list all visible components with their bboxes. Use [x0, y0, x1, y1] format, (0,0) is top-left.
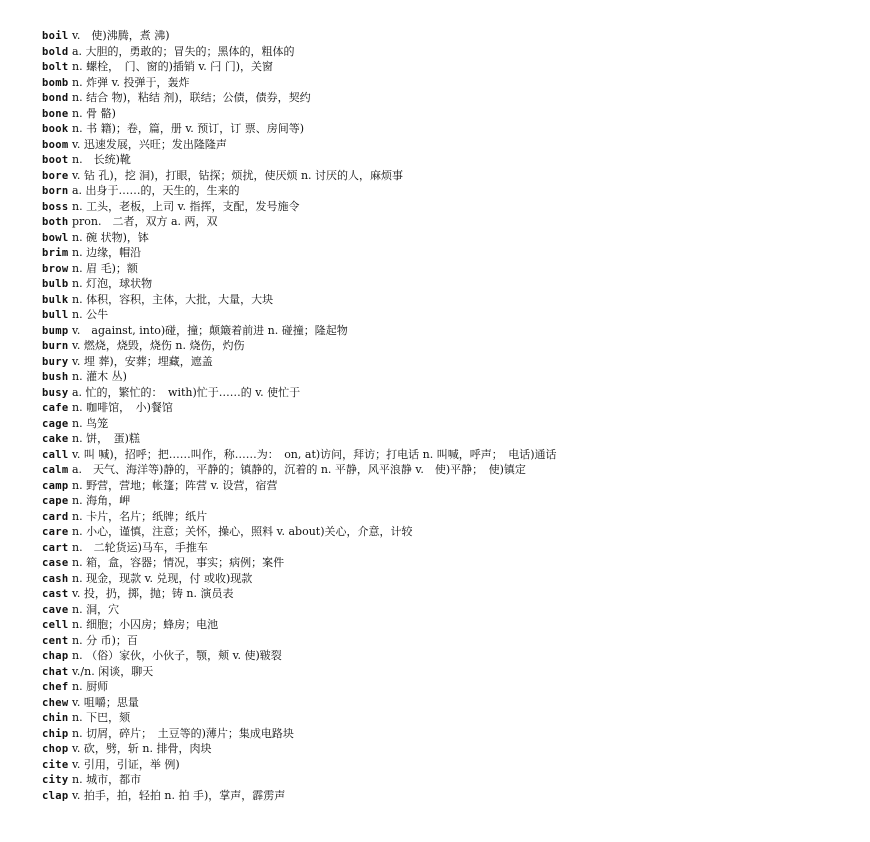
- vocabulary-entry: [42, 726, 852, 742]
- vocabulary-entry: [42, 478, 852, 494]
- vocabulary-entry: [42, 664, 852, 680]
- entry-definition: n. 咖啡馆， 小)餐馆: [72, 401, 173, 414]
- entry-definition: n. 书 籍)；卷，篇，册 v. 预订，订 票、房间等): [72, 122, 305, 135]
- vocabulary-entry: [42, 431, 852, 447]
- entry-word: clap: [42, 789, 69, 802]
- vocabulary-entry: [42, 276, 852, 292]
- vocabulary-entry: [42, 509, 852, 525]
- vocabulary-list: [42, 28, 852, 803]
- entry-definition: v. 砍，劈，斩 n. 排骨，肉块: [72, 742, 212, 755]
- entry-word: boom: [42, 138, 69, 151]
- entry-definition: v. 叫 喊)，招呼；把……叫作，称……为： on, at)访问，拜访；打电话 n. 叫喊，呼声； 电话)通话: [72, 447, 557, 461]
- entry-definition: n. 小心，谨慎，注意；关怀，操心，照料 v. about)关心，介意，计较: [72, 525, 413, 538]
- entry-definition: a. 出身于……的，天生的，生来的: [72, 184, 240, 197]
- entry-definition: n. 饼， 蛋)糕: [72, 432, 140, 445]
- entry-word: chat: [42, 665, 69, 678]
- vocabulary-entry: [42, 90, 852, 106]
- vocabulary-entry: [42, 710, 852, 726]
- entry-definition: n. 结合 物)，粘结 剂)，联结；公债，债券，契约: [72, 91, 311, 104]
- entry-definition: n. 碗 状物)，钵: [72, 230, 149, 244]
- entry-word: bulk: [42, 293, 69, 306]
- entry-definition: n. 切屑，碎片； 土豆等的)薄片；集成电路块: [72, 726, 294, 740]
- entry-definition: v./n. 闲谈，聊天: [72, 664, 154, 678]
- entry-word: card: [42, 510, 69, 523]
- entry-word: care: [42, 526, 69, 538]
- vocabulary-entry: [42, 59, 852, 75]
- entry-definition: n. 现金，现款 v. 兑现，付 或收)现款: [72, 571, 253, 585]
- entry-word: busy: [42, 386, 69, 399]
- vocabulary-entry: [42, 617, 852, 633]
- entry-word: cave: [42, 603, 69, 616]
- vocabulary-entry: [42, 369, 852, 385]
- entry-definition: v. 拍手，拍，轻拍 n. 拍 手)，掌声，霹雳声: [72, 788, 286, 802]
- entry-definition: n. 洞，穴: [72, 602, 120, 616]
- entry-word: chip: [42, 727, 69, 740]
- entry-word: bold: [42, 45, 69, 58]
- vocabulary-entry: [42, 106, 852, 122]
- entry-word: both: [42, 216, 69, 228]
- entry-word: cast: [42, 588, 69, 600]
- entry-word: camp: [42, 479, 69, 492]
- entry-definition: n. 箱，盒，容器；情况，事实；病例；案件: [72, 556, 285, 569]
- entry-word: cite: [42, 758, 69, 771]
- entry-word: chew: [42, 696, 69, 709]
- entry-word: bomb: [42, 76, 69, 89]
- entry-definition: n. 细胞；小囚房；蜂房；电池: [72, 618, 219, 631]
- entry-definition: n. 体积，容积，主体，大批，大量，大块: [72, 292, 274, 306]
- entry-definition: n. 眉 毛)；额: [72, 261, 138, 275]
- entry-word: city: [42, 774, 69, 786]
- entry-word: bump: [42, 324, 69, 337]
- vocabulary-entry: [42, 75, 852, 91]
- vocabulary-entry: [42, 28, 852, 44]
- vocabulary-entry: [42, 524, 852, 540]
- entry-word: bond: [42, 92, 69, 104]
- entry-word: brim: [42, 247, 69, 259]
- vocabulary-entry: [42, 261, 852, 277]
- vocabulary-entry: [42, 493, 852, 509]
- entry-word: cell: [42, 619, 69, 631]
- entry-definition: n. 鸟笼: [72, 416, 109, 430]
- vocabulary-entry: [42, 540, 852, 556]
- entry-word: chap: [42, 650, 69, 662]
- vocabulary-entry: [42, 354, 852, 370]
- entry-word: chop: [42, 743, 69, 755]
- entry-word: cake: [42, 433, 69, 445]
- entry-word: bull: [42, 309, 69, 321]
- vocabulary-entry: [42, 571, 852, 587]
- vocabulary-entry: [42, 462, 852, 478]
- entry-definition: n. 边缘，帽沿: [72, 246, 142, 259]
- entry-word: bore: [42, 169, 69, 182]
- entry-definition: n. （俗）家伙，小伙子，颚，颊 v. 使)皲裂: [72, 649, 282, 662]
- entry-word: bone: [42, 107, 69, 120]
- entry-definition: n. 工头，老板，上司 v. 指挥，支配，发号施令: [72, 199, 300, 213]
- entry-definition: n. 公牛: [72, 308, 109, 321]
- vocabulary-entry: [42, 307, 852, 323]
- entry-word: call: [42, 448, 69, 461]
- vocabulary-entry: [42, 137, 852, 153]
- entry-word: bush: [42, 371, 69, 383]
- entry-definition: n. 炸弹 v. 投弹于，轰炸: [72, 75, 190, 89]
- vocabulary-entry: [42, 183, 852, 199]
- entry-word: cash: [42, 572, 69, 585]
- entry-word: case: [42, 557, 69, 569]
- vocabulary-entry: [42, 292, 852, 308]
- entry-word: chin: [42, 712, 69, 724]
- entry-word: bowl: [42, 231, 69, 244]
- entry-definition: n. 海角，岬: [72, 494, 131, 507]
- vocabulary-entry: [42, 230, 852, 246]
- vocabulary-entry: [42, 245, 852, 261]
- entry-word: bury: [42, 355, 69, 368]
- entry-definition: v. 咀嚼；思量: [72, 695, 139, 709]
- vocabulary-entry: [42, 447, 852, 463]
- entry-word: boil: [42, 30, 69, 42]
- vocabulary-entry: [42, 214, 852, 230]
- entry-word: boss: [42, 200, 69, 213]
- entry-word: boot: [42, 154, 69, 166]
- vocabulary-entry: [42, 152, 852, 168]
- vocabulary-entry: [42, 555, 852, 571]
- entry-word: cart: [42, 541, 69, 554]
- entry-definition: v. against, into)碰，撞；颠簸着前进 n. 碰撞；隆起物: [72, 323, 348, 337]
- entry-definition: n. 灯泡，球状物: [72, 277, 153, 290]
- entry-definition: a. 大胆的，勇敢的；冒失的；黑体的，粗体的: [72, 44, 295, 58]
- vocabulary-entry: [42, 648, 852, 664]
- vocabulary-entry: [42, 400, 852, 416]
- entry-definition: n. 螺栓， 门、窗的)插销 v. 闩 门)，关窗: [72, 60, 274, 73]
- vocabulary-entry: [42, 695, 852, 711]
- entry-definition: n. 灌木 丛): [72, 370, 127, 383]
- entry-definition: n. 厨师: [72, 680, 109, 693]
- entry-definition: n. 二轮货运)马车，手推车: [72, 540, 208, 554]
- entry-definition: n. 下巴，颏: [72, 711, 131, 724]
- entry-word: cage: [42, 417, 69, 430]
- entry-word: bolt: [42, 61, 69, 73]
- entry-word: cafe: [42, 402, 69, 414]
- entry-word: born: [42, 185, 69, 197]
- entry-word: calm: [42, 464, 69, 476]
- vocabulary-entry: [42, 338, 852, 354]
- entry-definition: v. 钻 孔)，挖 洞)，打眼，钻探；烦扰，使厌烦 n. 讨厌的人，麻烦事: [72, 168, 404, 182]
- vocabulary-entry: [42, 679, 852, 695]
- entry-definition: n. 分 币)；百: [72, 633, 138, 647]
- entry-definition: a. 忙的，繁忙的： with)忙于……的 v. 使忙于: [72, 385, 301, 399]
- entry-definition: pron. 二者，双方 a. 两，双: [72, 215, 218, 228]
- entry-definition: v. 埋 葬)，安葬；埋藏，遮盖: [72, 354, 213, 368]
- entry-definition: n. 城市，都市: [72, 773, 142, 786]
- entry-definition: n. 卡片，名片；纸牌；纸片: [72, 509, 208, 523]
- entry-word: bulb: [42, 278, 69, 290]
- entry-definition: n. 长统)靴: [72, 153, 131, 166]
- entry-word: chef: [42, 681, 69, 693]
- vocabulary-entry: [42, 633, 852, 649]
- vocabulary-entry: [42, 121, 852, 137]
- entry-definition: v. 使)沸腾，煮 沸): [72, 29, 170, 42]
- entry-word: cent: [42, 634, 69, 647]
- entry-word: cape: [42, 495, 69, 507]
- vocabulary-entry: [42, 772, 852, 788]
- entry-word: brow: [42, 262, 69, 275]
- entry-word: burn: [42, 340, 69, 352]
- entry-definition: a. 天气、海洋等)静的，平静的；镇静的，沉着的 n. 平静，风平浪静 v. 使)平静； 使)镇定: [72, 463, 526, 476]
- vocabulary-entry: [42, 168, 852, 184]
- vocabulary-entry: [42, 586, 852, 602]
- vocabulary-entry: [42, 416, 852, 432]
- entry-definition: v. 迅速发展，兴旺；发出隆隆声: [72, 137, 227, 151]
- vocabulary-entry: [42, 757, 852, 773]
- vocabulary-entry: [42, 323, 852, 339]
- vocabulary-entry: [42, 602, 852, 618]
- entry-definition: v. 燃烧，烧毁，烧伤 n. 烧伤，灼伤: [72, 339, 245, 352]
- vocabulary-entry: [42, 44, 852, 60]
- entry-definition: v. 引用，引证，举 例): [72, 757, 180, 771]
- vocabulary-entry: [42, 199, 852, 215]
- entry-word: book: [42, 123, 69, 135]
- entry-definition: n. 野营，营地；帐篷；阵营 v. 设营，宿营: [72, 478, 278, 492]
- entry-definition: n. 骨 骼): [72, 106, 116, 120]
- entry-definition: v. 投，扔，掷，抛；铸 n. 演员表: [72, 587, 234, 600]
- vocabulary-entry: [42, 788, 852, 804]
- vocabulary-entry: [42, 741, 852, 757]
- vocabulary-entry: [42, 385, 852, 401]
